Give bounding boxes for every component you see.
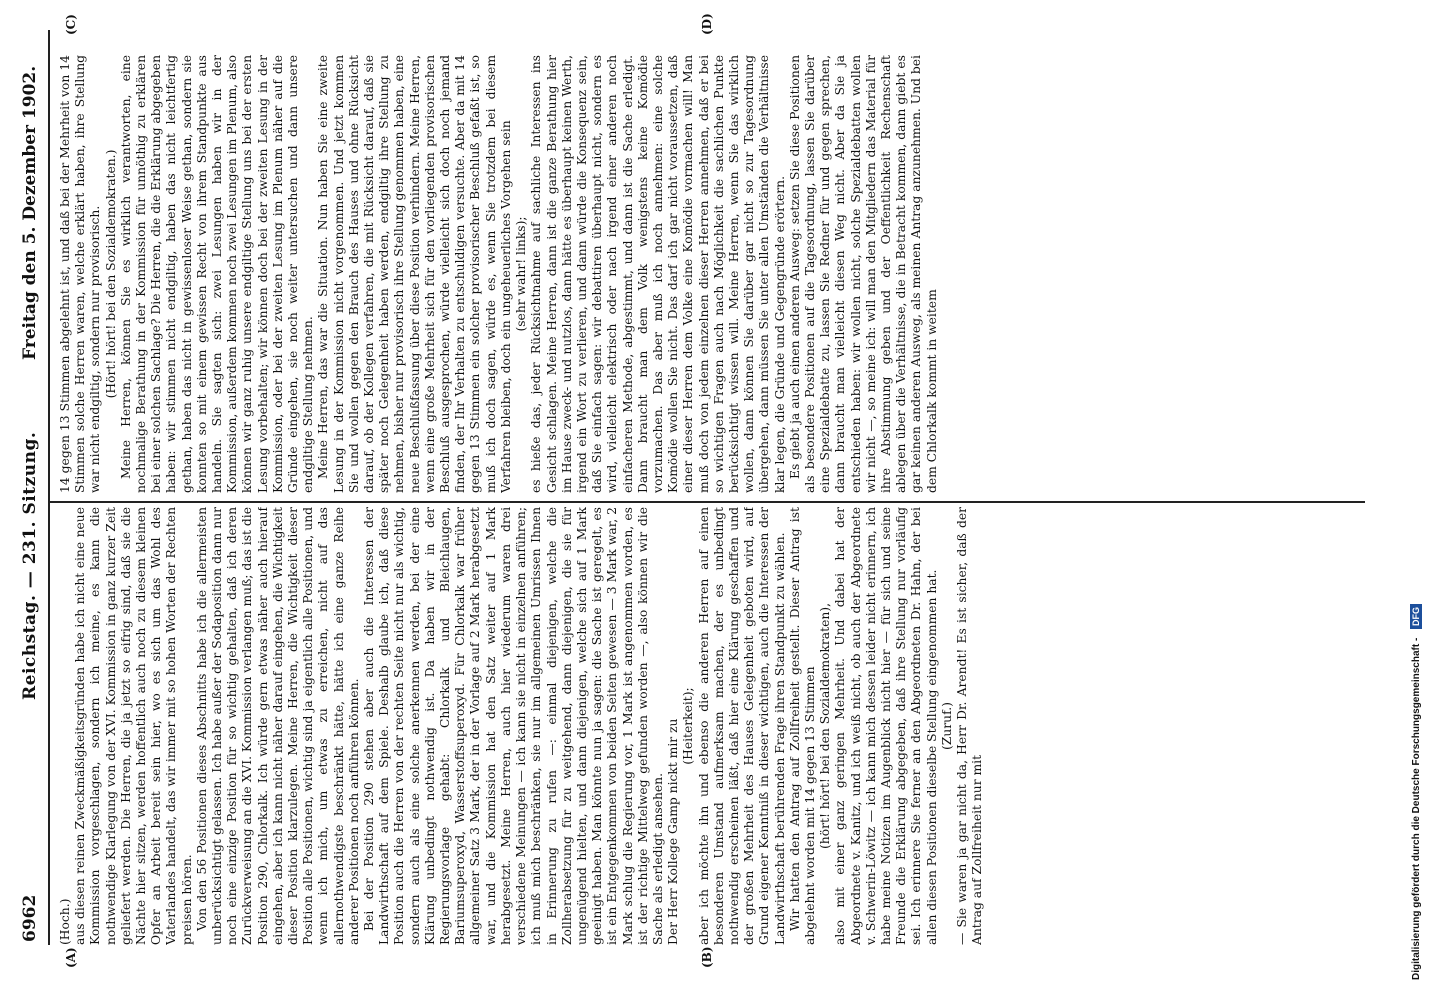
paragraph: Von den 56 Positionen dieses Abschnitts habe ich die allermeisten unberücksichtigt gelassen. Ich habe außer der Sodaposition dann nur noch eine einzige Position für so wichtig gehalten, daß ich deren Zurückverweisung an die XVI. Kommission verlangen muß; das ist die Position 290, Chlorkalk. Ich würde gern etwas näher auch hierauf eingehen, aber ich kann nicht näher darauf eingehen, die Wichtigkeit dieser Position klarzulegen. Meine Herren, die Wichtigkeit dieser Position alle Positionen, wichtig sind ja eigentlich alle Positionen, und wenn ich mich, um etwas zu erreichen, nicht auf das allernothwendigste beschränkt hätte, hätte ich eine ganze Reihe anderer Positionen noch anführen können. [194,507,361,945]
paragraph: (Zuruf.) [939,702,954,750]
credit-text: Digitalisierung gefördert durch die Deutsche Forschungsgemeinschaft - [1411,637,1422,980]
paragraph: Meine Herren, das war die Situation. Nun haben Sie eine zweite Lesung in der Kommission nicht vorgenommen. Und jetzt kommen Sie und wollen gegen den Brauch des Hauses und ohne Rücksicht darauf, ob der Kollegen verfahren, die mit Rücksicht darauf, daß sie später noch Gelegenheit haben werden, endgiltig ihre Stellung zu nehmen, bisher nur provisorisch ihre Stellung genommen haben, eine neue Beschlußfassung über diese Position verhindern. Meine Herren, wenn eine große Mehrheit sich für den vorliegenden provisorischen Beschluß ausgesprochen, würde vielleicht sich doch noch jemand finden, der Ihr Verhalten zu entschuldigen versuchte. Aber da mit 14 gegen 13 Stimmen ein solcher provisorischer Beschluß gefaßt ist, so muß ich doch sagen, würde es, wenn Sie trotzdem bei diesem Verfahren bleiben, doch ein ungeheuerliches Vorgehen sein [316,55,513,493]
left-text-column [58,507,1358,945]
paragraph: es hieße das, jeder Rücksichtnahme auf sachliche Interessen ins Gesicht schlagen. Meine Herren, dann ist die ganze Berathung hier im Hause zweck- und nutzlos, dann hätte es überhaupt keinen Werth, irgend ein Wort zu verlieren, und dann würde die Konsequenz sein, daß Sie einfach sagen: wir debattiren überhaupt nicht, sondern es wird, vielleicht elektrisch oder nach irgend einer anderen noch einfacheren Methode, abgestimmt, und dann ist die Sache erledigt. Dann braucht man dem Volk wenigstens keine Komödie vorzumachen. Das aber muß ich noch annehmen: eine solche Komödie wollen Sie nicht. Das darf ich gar nicht voraussetzen, daß einer dieser Herren dem Volke eine Komödie vormachen will! Man muß doch von jedem einzelnen dieser Herren annehmen, daß er bei so wichtigen Fragen auch nach Möglichkeit die sachlichen Punkte berücksichtigt wissen will. Meine Herren, wenn Sie das wirklich wollen, dann können Sie darüber gar nicht so zur Tagesordnung übergehen, dann müssen Sie unter allen Umständen die Verhältnisse klar legen, die Gründe und Gegengründe erörtern. [529,55,787,493]
paragraph: (Hoch.) [58,898,72,945]
header-rule [48,30,50,945]
paragraph: aus diesen reinen Zweckmäßigkeitsgründen habe ich nicht eine neue Kommission vorgeschlagen, sondern ich meine, es kann die nothwendige Klarlegung von der XVI. Kommission in ganz kurzer Zeit geliefert werden. Die Herren, die ja jetzt so eifrig sind, daß sie die Nächte hier sitzen, werden hoffentlich auch noch zu diesem kleinen Opfer an Arbeit bereit sein hier, wo es sich um das Wohl des Vaterlandes handelt, das wir immer mit so hohen Worten der Rechten preisen hören. [73,507,194,945]
paragraph: (Hört! hört! bei den Sozialdemokraten.) [103,149,118,399]
paragraph: 14 gegen 13 Stimmen abgelehnt ist, und daß bei der Mehrheit von 14 Stimmen solche Herren waren, welche erklärt haben, ihre Stellung war nicht endgiltig, sondern nur provisorisch. [58,55,103,493]
paragraph: Bei der Position 290 stehen aber auch die Interessen der Landwirthschaft auf dem Spiele. Deshalb glaube ich, daß diese Position auch die Herren von der rechten Seite nicht nur als wichtig, sondern auch als eine solche anerkennen werden, bei der eine Klärung unbedingt nothwendig ist. Da haben wir in der Regierungsvorlage gehabt: Chlorkalk und Bleichlaugen, Bariumsuperoxyd, Wasserstoffsuperoxyd. Für Chlorkalk war früher allgemeiner Satz 3 Mark, der in der Vorlage auf 2 Mark herabgesetzt war, und die Kommission hat den Satz weiter auf 1 Mark herabgesetzt. Meine Herren, auch hier wiederum waren drei verschiedene Meinungen — ich kann sie nicht in einzelnen anführen; ich muß mich beschränken, sie nur im allgemeinen Umrissen Ihnen in Erinnerung zu rufen —: einmal diejenigen, welche die Zollherabsetzung für zu weitgehend, dann diejenigen, die sie für ungenügend hielten, und dann diejenigen, welche sich auf 1 Mark geeinigt haben. Man könnte nun ja sagen: die Sache ist geregelt, es ist ein Entgegenkommen von beiden Seiten gewesen — 3 Mark war, 2 Mark schlug die Regierung vor, 1 Mark ist angenommen worden, es ist der richtige Mittelweg gefunden worden —, also können wir die Sache als erledigt ansehen. [362,507,665,945]
dfg-logo: DFG [1410,604,1422,629]
paragraph: (Heiterkeit); [681,687,696,765]
paragraph: Der Herr Kollege Gamp nickt mir zu [666,718,681,945]
column-rule [50,501,1365,503]
paragraph: aber ich möchte ihn und ebenso die anderen Herren auf einen besonderen Umstand aufmerksam machen, der es unbedingt nothwendig erscheinen läßt, daß hier eine Klärung geschaffen und der großen Mehrheit des Hauses Gelegenheit geboten wird, auf Grund eigener Kenntniß in dieser wichtigen, auch die Interessen der Landwirthschaft berührenden Frage ihren Standpunkt zu wählen. [696,507,787,945]
credit-line [1410,0,1422,988]
paragraph: Wir hatten den Antrag auf Zollfreiheit gestellt. Dieser Antrag ist abgelehnt worden mit 14 gegen 13 Stimmen [787,507,817,945]
page-number: 6962 [20,894,40,942]
paragraph: (hört! hört! bei den Sozialdemokraten), [818,603,833,849]
margin-mark-d: (D) [700,13,714,35]
paragraph: — Sie waren ja gar nicht da, Herr Dr. Arendt! Es ist sicher, daß der Antrag auf Zollfreiheit nur mit [954,507,985,945]
session-title: Reichstag. — 231. Sitzung. [20,431,40,700]
digitization-credit [1410,8,1430,988]
session-date: Freitag den 5. Dezember 1902. [20,65,40,360]
right-text-column [58,55,1358,493]
margin-mark-c: (C) [64,14,78,35]
paragraph: also mit einer ganz geringen Mehrheit. Und dabei hat der Abgeordnete v. Kanitz, und ich weiß nicht, ob auch der Abgeordnete v. Schwerin-Löwitz — ich kann mich dessen leider nicht erinnern, ich habe meine Notizen im Augenblick nicht hier — für sich und seine Freunde die Erklärung abgegeben, daß ihre Stellung nur vorläufig sei. Ich erinnere Sie ferner an den Abgeordneten Dr. Hahn, der bei allen diesen Positionen dieselbe Stellung eingenommen hat. [833,507,939,945]
paragraph: Meine Herren, können Sie es wirklich verantworten, eine nochmalige Berathung in der Kommission für unnöthig zu erklären bei einer solchen Sachlage? Die Herren, die die Erklärung abgegeben haben: wir stimmen nicht endgiltig, haben das nicht leichtfertig gethan, haben das nicht in gewissenloser Weise gethan, sondern sie konnten so mit einem gewissen Recht von ihrem Standpunkte aus handeln. Sie sagten sich: zwei Lesungen haben wir in der Kommission, außerdem kommen noch zwei Lesungen im Plenum, also können wir ganz ruhig unsere endgiltige Stellung uns bei der ersten Lesung vorbehalten; wir können doch bei der zweiten Lesung in der Kommission, oder bei der zweiten Lesung im Plenum näher auf die Gründe eingehen, sie noch weiter untersuchen und dann unsere endgiltige Stellung nehmen. [118,55,316,493]
margin-mark-a: (A) [64,947,78,968]
paragraph: (sehr wahr! links); [514,216,529,332]
paragraph: Es giebt ja auch einen anderen Ausweg: setzen Sie diese Positionen als besondere Positionen auf die Tagesordnung, lassen Sie darüber eine Spezialdebatte zu, lassen Sie Redner für und gegen sprechen, dann braucht man vielleicht diesen Weg nicht. Aber da Sie ja entschieden haben: wir wollen nicht, solche Spezialdebatten wollen wir nicht —, so meine ich: will man den Mitgliedern das Material für ihre Abstimmung geben und der Oeffentlichkeit Rechenschaft ablegen über die Verhältnisse, die in Betracht kommen, dann giebt es gar keinen anderen Ausweg, als meinen Antrag anzunehmen. Und bei dem Chlorkalk kommt in weitem [787,55,939,493]
margin-mark-b: (B) [700,946,714,968]
